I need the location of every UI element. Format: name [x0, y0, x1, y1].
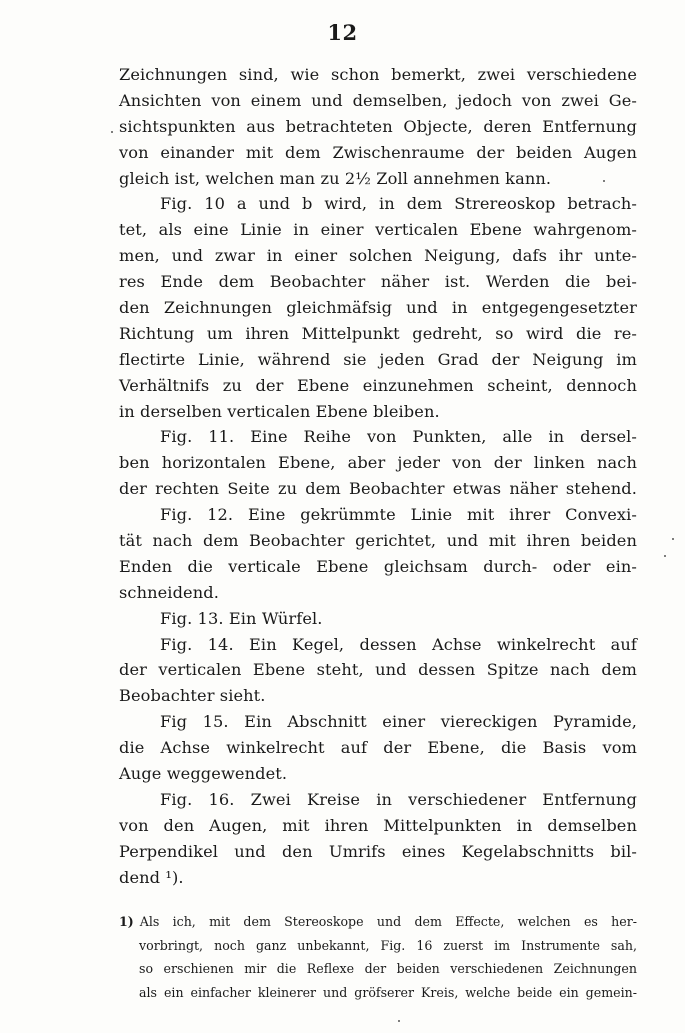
text-line: ben horizontalen Ebene, aber jeder von der linken nach [119, 453, 637, 473]
text-line: Fig. 10 a und b wird, in dem Strereoskop betrach- [160, 194, 637, 214]
scan-speck [603, 180, 605, 182]
text-line: von einander mit dem Zwischenraume der beiden Augen [119, 142, 637, 162]
scan-speck [111, 131, 113, 133]
text-line: Fig. 13. Ein Würfel. [160, 608, 323, 628]
scan-speck [672, 538, 674, 540]
text-line: res Ende dem Beobachter näher ist. Werden die bei- [119, 272, 637, 292]
text-line: Ansichten von einem und demselben, jedoch von zwei Ge- [119, 90, 637, 110]
footnote-line: so erschienen mir die Reflexe der beiden verschiedenen Zeichnungen [139, 961, 637, 976]
text-line: Zeichnungen sind, wie schon bemerkt, zwei verschiedene [119, 65, 637, 84]
text-line: der rechten Seite zu dem Beobachter etwas näher stehend. [119, 479, 637, 499]
text-line: Richtung um ihren Mittelpunkt gedreht, so wird die re- [119, 323, 637, 343]
text-line: Verhältnifs zu der Ebene einzunehmen scheint, dennoch [119, 375, 637, 395]
scan-speck [664, 555, 666, 557]
text-line: tät nach dem Beobachter gerichtet, und mit ihren beiden [119, 531, 637, 551]
scan-speck [398, 1020, 400, 1022]
text-line: tet, als eine Linie in einer verticalen Ebene wahrgenom- [119, 220, 637, 240]
footnote [119, 910, 637, 1004]
text-line: Auge weggewendet. [119, 764, 288, 784]
text-line: dend ¹). [119, 867, 184, 887]
body-text [119, 62, 637, 891]
text-line: sichtspunkten aus betrachteten Objecte, deren Entfernung [119, 116, 637, 136]
text-line: den Zeichnungen gleichmäfsig und in entgegengesetzter [119, 298, 637, 318]
page-number: 12 [327, 20, 358, 45]
text-line: von den Augen, mit ihren Mittelpunkten in demselben [119, 815, 637, 835]
footnote-line: vorbringt, noch ganz unbekannt, Fig. 16 zuerst im Instrumente sah, [139, 937, 637, 953]
text-line: Perpendikel und den Umrifs eines Kegelabschnitts bil- [119, 841, 637, 861]
text-line: men, und zwar in einer solchen Neigung, dafs ihr unte- [119, 246, 637, 266]
text-line: Fig. 14. Ein Kegel, dessen Achse winkelrecht auf [160, 634, 637, 654]
text-line: die Achse winkelrecht auf der Ebene, die Basis vom [119, 738, 637, 758]
text-line: Beobachter sieht. [119, 686, 266, 706]
text-line: in derselben verticalen Ebene bleiben. [119, 401, 440, 421]
footnote-line [119, 910, 637, 934]
text-line: der verticalen Ebene steht, und dessen Spitze nach dem [119, 660, 637, 680]
footnote-line-text: Als ich, mit dem Stereoskope und dem Effecte, welchen es her- [139, 914, 637, 929]
text-line: Fig. 16. Zwei Kreise in verschiedener Entfernung [160, 789, 637, 809]
text-line: flectirte Linie, während sie jeden Grad der Neigung im [119, 349, 637, 369]
text-line: gleich ist, welchen man zu 2½ Zoll annehmen kann. [119, 168, 552, 188]
text-line: Fig 15. Ein Abschnitt einer viereckigen Pyramide, [160, 712, 637, 732]
text-line: Fig. 11. Eine Reihe von Punkten, alle in dersel- [160, 427, 637, 447]
footnote-line: als ein einfacher kleinerer und gröfserer Kreis, welche beide ein gemein- [139, 984, 637, 1000]
text-line: Enden die verticale Ebene gleichsam durch- oder ein- [119, 556, 637, 576]
footnote-marker: 1) [119, 914, 134, 929]
text-line: schneidend. [119, 582, 219, 602]
text-line: Fig. 12. Eine gekrümmte Linie mit ihrer Convexi- [160, 505, 637, 525]
